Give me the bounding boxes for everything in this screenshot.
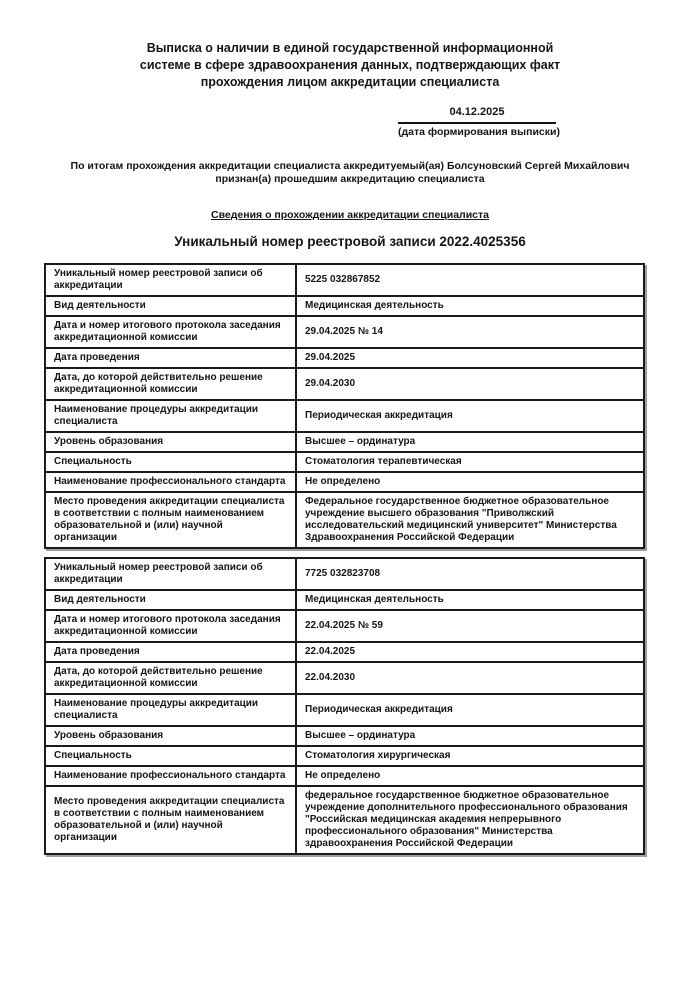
accreditation-record-table-2 bbox=[44, 557, 645, 855]
table-row bbox=[45, 662, 644, 694]
registry-record-number-heading: Уникальный номер реестровой записи 2022.4025356 bbox=[174, 234, 526, 249]
row-label-cell: Дата, до которой действительно решение аккредитационной комиссии bbox=[45, 662, 296, 694]
row-label-cell: Специальность bbox=[45, 746, 296, 766]
row-label-cell: Место проведения аккредитации специалиста в соответствии с полным наименованием образовательной и (или) научной организации bbox=[45, 786, 296, 854]
row-label-cell: Вид деятельности bbox=[45, 590, 296, 610]
table-row bbox=[45, 558, 644, 590]
table-row bbox=[45, 694, 644, 726]
document-title-line-2: системе в сфере здравоохранения данных, подтверждающих факт bbox=[139, 58, 561, 72]
table-row bbox=[45, 642, 644, 662]
row-value-cell: Периодическая аккредитация bbox=[296, 400, 644, 432]
row-value-cell: Федеральное государственное бюджетное образовательное учреждение высшего образования "Приволжский исследовательский медицинский университет" Министерства Здравоохранения Российской Федерации bbox=[296, 492, 644, 548]
table-row bbox=[45, 316, 644, 348]
table-row bbox=[45, 472, 644, 492]
table-row bbox=[45, 746, 644, 766]
row-label-cell: Уникальный номер реестровой записи об аккредитации bbox=[45, 264, 296, 296]
row-label-cell: Специальность bbox=[45, 452, 296, 472]
row-label-cell: Уровень образования bbox=[45, 726, 296, 746]
table-row bbox=[45, 368, 644, 400]
table-row bbox=[45, 726, 644, 746]
row-label-cell: Наименование профессионального стандарта bbox=[45, 766, 296, 786]
accreditation-record-table-1 bbox=[44, 263, 645, 549]
row-value-cell: Высшее – ординатура bbox=[296, 726, 644, 746]
row-value-cell: 7725 032823708 bbox=[296, 558, 644, 590]
table-row bbox=[45, 786, 644, 854]
row-label-cell: Дата проведения bbox=[45, 348, 296, 368]
section-heading: Сведения о прохождении аккредитации специалиста bbox=[211, 209, 489, 221]
document-title bbox=[0, 0, 700, 91]
row-label-cell: Уникальный номер реестровой записи об аккредитации bbox=[45, 558, 296, 590]
row-label-cell: Дата проведения bbox=[45, 642, 296, 662]
table-row bbox=[45, 264, 644, 296]
accreditation-result-statement bbox=[0, 160, 700, 186]
accreditation-result-line-2: признан(а) прошедшим аккредитацию специалиста bbox=[215, 173, 485, 185]
row-label-cell: Наименование процедуры аккредитации специалиста bbox=[45, 694, 296, 726]
row-label-cell: Дата, до которой действительно решение аккредитационной комиссии bbox=[45, 368, 296, 400]
row-value-cell: Медицинская деятельность bbox=[296, 590, 644, 610]
table-row bbox=[45, 348, 644, 368]
formation-date-caption: (дата формирования выписки) bbox=[398, 126, 560, 138]
row-value-cell: 22.04.2025 bbox=[296, 642, 644, 662]
row-label-cell: Дата и номер итогового протокола заседания аккредитационной комиссии bbox=[45, 316, 296, 348]
row-value-cell: Стоматология хирургическая bbox=[296, 746, 644, 766]
row-value-cell: 29.04.2025 bbox=[296, 348, 644, 368]
document-title-line-3: прохождения лицом аккредитации специалиста bbox=[200, 75, 500, 89]
row-value-cell: Стоматология терапевтическая bbox=[296, 452, 644, 472]
row-value-cell: Не определено bbox=[296, 472, 644, 492]
accreditation-result-line-1: По итогам прохождения аккредитации специалиста аккредитуемый(ая) Болсуновский Сергей Михайлович bbox=[70, 160, 630, 172]
document-title-line-1: Выписка о наличии в единой государственной информационной bbox=[146, 41, 554, 55]
table-row bbox=[45, 432, 644, 452]
row-value-cell: 29.04.2030 bbox=[296, 368, 644, 400]
table-row bbox=[45, 400, 644, 432]
row-value-cell: 29.04.2025 № 14 bbox=[296, 316, 644, 348]
row-value-cell: Высшее – ординатура bbox=[296, 432, 644, 452]
table-row bbox=[45, 492, 644, 548]
row-label-cell: Уровень образования bbox=[45, 432, 296, 452]
table-row bbox=[45, 296, 644, 316]
table-row bbox=[45, 452, 644, 472]
row-value-cell: 22.04.2030 bbox=[296, 662, 644, 694]
row-label-cell: Место проведения аккредитации специалиста в соответствии с полным наименованием образовательной и (или) научной организации bbox=[45, 492, 296, 548]
row-label-cell: Наименование процедуры аккредитации специалиста bbox=[45, 400, 296, 432]
row-value-cell: 5225 032867852 bbox=[296, 264, 644, 296]
row-label-cell: Наименование профессионального стандарта bbox=[45, 472, 296, 492]
row-label-cell: Вид деятельности bbox=[45, 296, 296, 316]
row-value-cell: федеральное государственное бюджетное образовательное учреждение дополнительного профессионального образования "Российская медицинская академия непрерывного профессионального образования" Министерства здравоохранения Российской Федерации bbox=[296, 786, 644, 854]
row-value-cell: Медицинская деятельность bbox=[296, 296, 644, 316]
formation-date: 04.12.2025 bbox=[398, 106, 556, 124]
row-value-cell: 22.04.2025 № 59 bbox=[296, 610, 644, 642]
table-row bbox=[45, 610, 644, 642]
formation-date-block bbox=[398, 106, 560, 139]
row-value-cell: Периодическая аккредитация bbox=[296, 694, 644, 726]
row-label-cell: Дата и номер итогового протокола заседания аккредитационной комиссии bbox=[45, 610, 296, 642]
table-row bbox=[45, 766, 644, 786]
row-value-cell: Не определено bbox=[296, 766, 644, 786]
table-row bbox=[45, 590, 644, 610]
